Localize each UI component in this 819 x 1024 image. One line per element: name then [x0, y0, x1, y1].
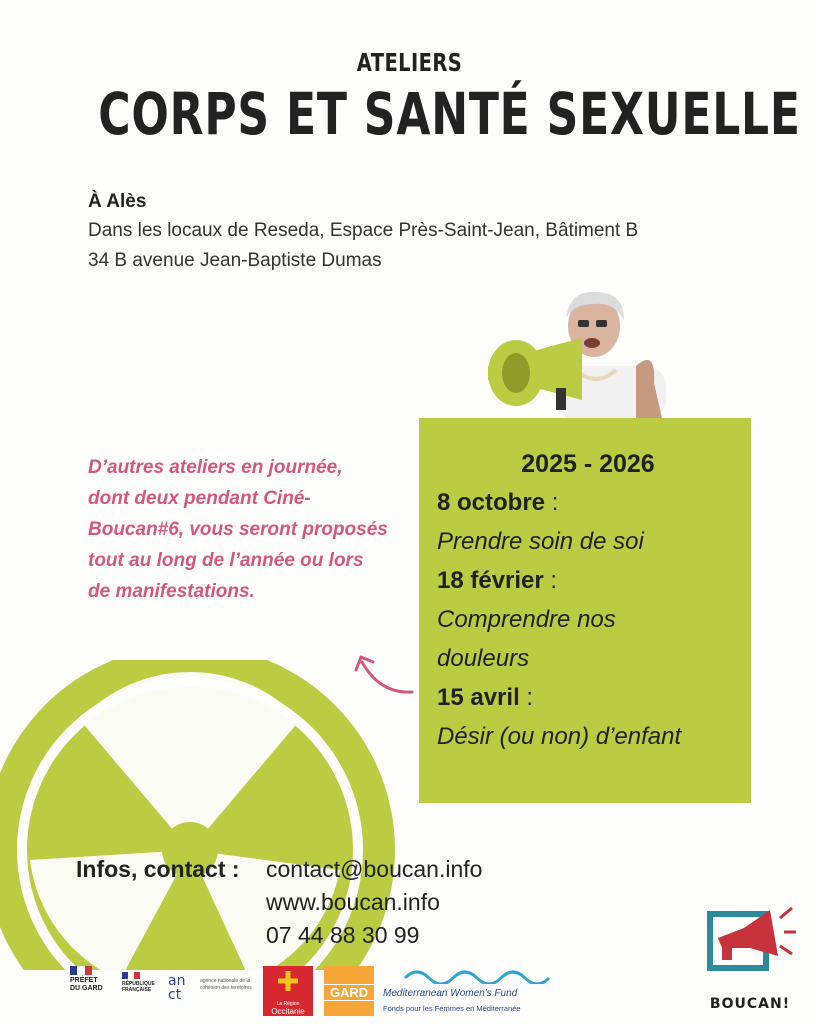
location-city: À Alès	[88, 191, 147, 212]
logo-region-occitanie	[263, 966, 313, 1016]
republique-line2: FRANÇAISE	[122, 987, 152, 993]
french-flag-icon	[70, 966, 92, 975]
curved-arrow-icon	[350, 648, 420, 702]
overline-title: ATELIERS	[356, 48, 463, 77]
logo-mediterranean-womens-fund	[383, 964, 573, 1018]
mwf-name: Mediterranean Women's Fund	[383, 988, 518, 999]
prefet-line1: PRÉFET	[70, 977, 98, 984]
schedule-year: 2025 - 2026	[521, 450, 655, 478]
contact-phone[interactable]: 07 44 88 30 99	[266, 922, 420, 948]
session-1-date: 8 octobre :	[437, 489, 559, 516]
logo-republique-francaise	[122, 972, 166, 1018]
logo-anct	[168, 974, 258, 1012]
contact-email[interactable]: contact@boucan.info	[266, 856, 483, 882]
session-1-topic: Prendre soin de soi	[437, 528, 644, 555]
anct-mark: an ct	[168, 973, 186, 1003]
occitan-cross-icon	[263, 966, 313, 996]
logo-prefet-du-gard	[70, 966, 110, 1018]
location-address-line1: Dans les locaux de Reseda, Espace Près-Saint-Jean, Bâtiment B	[88, 220, 639, 241]
contact-website[interactable]: www.boucan.info	[266, 889, 440, 915]
mwf-subtitle: Fonds pour les Femmes en Méditerranée	[383, 1004, 521, 1013]
brand-name: BOUCAN!	[709, 996, 791, 1012]
prefet-line2: DU GARD	[70, 985, 103, 992]
page-title: CORPS ET SANTÉ SEXUELLE	[98, 80, 801, 148]
session-3-date: 15 avril :	[437, 684, 534, 711]
french-flag-small-icon	[122, 972, 140, 979]
occitanie-top-text: La Région	[276, 1001, 300, 1007]
session-2-topic-line1: Comprendre nos	[437, 606, 616, 633]
wave-icon	[403, 964, 563, 984]
location-address-line2: 34 B avenue Jean-Baptiste Dumas	[88, 250, 382, 271]
logo-gard	[324, 966, 374, 1016]
session-2-date: 18 février :	[437, 567, 558, 594]
aside-note: D’autres ateliers en journée, dont deux pendant Ciné-Boucan#6, vous seront proposés tout au long de l’année ou lors de manifestations.	[88, 457, 388, 602]
anct-text: agence nationale de la cohésion des territoires	[200, 978, 252, 991]
contact-label: Infos, contact :	[76, 856, 240, 882]
occitanie-text: Occitanie	[271, 1007, 305, 1016]
session-2-topic-line2: douleurs	[437, 645, 530, 672]
session-3-topic: Désir (ou non) d’enfant	[437, 723, 682, 750]
boucan-megaphone-logo-icon	[700, 896, 798, 984]
woman-megaphone-illustration	[486, 288, 686, 420]
gard-text: GARD	[324, 984, 374, 1001]
republique-line1: RÉPUBLIQUE	[122, 981, 155, 987]
